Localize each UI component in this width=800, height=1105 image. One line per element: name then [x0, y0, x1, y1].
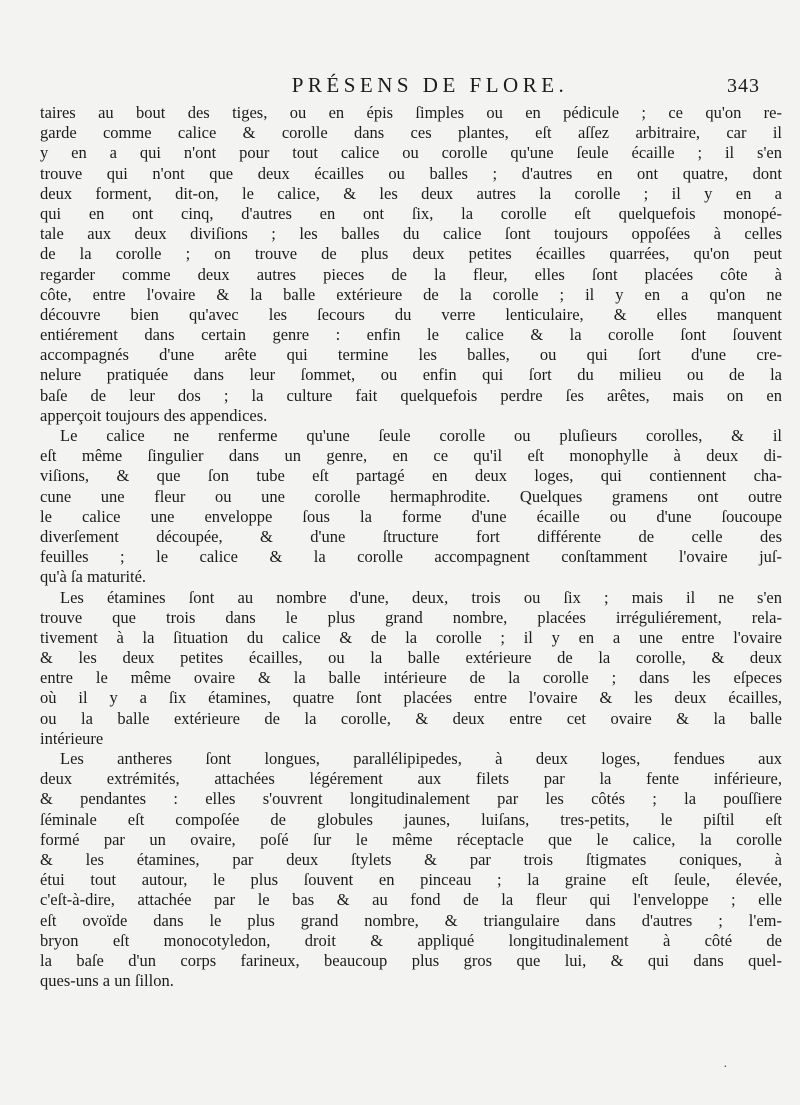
text-line: formé par un ovaire, poſé ſur le même réceptacle que le calice, la corolle	[40, 829, 782, 849]
text-line: taires au bout des tiges, ou en épis ſimples ou en pédicule ; ce qu'on re-	[40, 103, 782, 122]
text-line: ſéminale eſt compoſée de globules jaunes, luiſans, tres-petits, le piſtil eſt	[40, 809, 782, 829]
text-line: c'eſt-à-dire, attachée par le bas & au fond de la fleur qui l'enveloppe ; elle	[40, 890, 782, 910]
text-line: viſions, & que ſon tube eſt partagé en deux loges, qui contiennent cha-	[40, 466, 782, 486]
text-line: y en a qui n'ont pour tout calice ou corolle qu'une ſeule écaille ; il s'en	[40, 143, 782, 163]
text-line: accompagnés d'une arête qui termine les balles, ou qui ſort d'une cre-	[40, 345, 782, 365]
text-line: bryon eſt monocotyledon, droit & appliqué longitudinalement à côté de	[40, 930, 782, 950]
text-line: & les étamines, par deux ſtylets & par trois ſtigmates coniques, à	[40, 849, 782, 869]
text-line: Le calice ne renferme qu'une ſeule corolle ou pluſieurs corolles, & il	[60, 426, 782, 445]
text-line: qui en ont cinq, d'autres en ont ſix, la corolle eſt quelquefois monopé-	[40, 203, 782, 223]
text-line: tale aux deux diviſions ; les balles du calice ſont toujours oppoſées à celles	[40, 224, 782, 244]
text-line: regarder comme deux autres pieces de la fleur, elles ſont placées côte à	[40, 264, 782, 284]
text-line: nelure pratiquée dans leur ſommet, ou enfin qui ſort du milieu ou de la	[40, 365, 782, 385]
paragraph	[40, 588, 782, 750]
text-line: étui tout autour, le plus ſouvent en pinceau ; la graine eſt ſeule, élevée,	[40, 870, 782, 890]
page-number: 343	[727, 75, 760, 97]
body-text	[40, 103, 782, 991]
text-line: garde comme calice & corolle dans ces plantes, eſt aſſez arbitraire, car il	[40, 123, 782, 143]
text-line: ou la balle extérieure de la corolle, & deux entre cet ovaire & la balle	[40, 708, 782, 728]
text-line: trouve qui n'ont que deux écailles ou balles ; d'autres en ont quatre, dont	[40, 163, 782, 183]
text-line: deux extrémités, attachées légérement aux filets par la fente inférieure,	[40, 769, 782, 789]
text-line: entiérement dans certain genre : enfin le calice & la corolle ſont ſouvent	[40, 325, 782, 345]
paragraph	[40, 103, 782, 426]
text-line: eſt même ſingulier dans un genre, en ce qu'il eſt monophylle à deux di-	[40, 446, 782, 466]
running-head-title: PRÉSENS DE FLORE.	[291, 73, 569, 97]
text-line: découvre bien qu'avec les ſecours du verre lenticulaire, & elles manquent	[40, 304, 782, 324]
text-line: eſt ovoïde dans le plus grand nombre, & triangulaire dans d'autres ; l'em-	[40, 910, 782, 930]
paper-speck: ·	[723, 1060, 728, 1075]
text-line: côte, entre l'ovaire & la balle extérieure de la corolle ; il y en a qu'on ne	[40, 284, 782, 304]
text-line: diverſement découpée, & d'une ſtructure fort différente de celle des	[40, 526, 782, 546]
text-line: de la corolle ; on trouve de plus deux petites écailles quarrées, qu'on peut	[40, 244, 782, 264]
text-line: feuilles ; le calice & la corolle accompagnent conſtamment l'ovaire juſ-	[40, 547, 782, 567]
text-line: où il y a ſix étamines, quatre ſont placées entre l'ovaire & les deux écailles,	[40, 688, 782, 708]
text-line: la baſe d'un corps farineux, beaucoup plus gros que lui, & qui dans quel-	[40, 950, 782, 970]
text-line: tivement à la ſituation du calice & de la corolle ; il y en a une entre l'ovaire	[40, 627, 782, 647]
text-line: baſe de leur dos ; la culture fait quelquefois perdre ſes arêtes, mais on en	[40, 385, 782, 405]
text-line: entre le même ovaire & la balle intérieure de la corolle ; dans les eſpeces	[40, 668, 782, 688]
text-line: ques-uns a un ſillon.	[40, 971, 174, 991]
text-line: & pendantes : elles s'ouvrent longitudinalement par les côtés ; la pouſſiere	[40, 789, 782, 809]
text-line: qu'à ſa maturité.	[40, 567, 147, 587]
paragraph	[40, 426, 782, 588]
text-line: deux forment, dit-on, le calice, & les deux autres la corolle ; il y en a	[40, 183, 782, 203]
text-line: trouve que trois dans le plus grand nombre, placées irréguliérement, rela-	[40, 607, 782, 627]
text-line: apperçoit toujours des appendices.	[40, 405, 268, 425]
running-head	[60, 73, 760, 103]
text-line: Les étamines ſont au nombre d'une, deux, trois ou ſix ; mais il ne s'en	[60, 587, 782, 607]
text-line: & les deux petites écailles, ou la balle extérieure de la corolle, & deux	[40, 648, 782, 668]
text-line: Les antheres ſont longues, parallélipipedes, à deux loges, fendues aux	[60, 749, 782, 768]
paragraph	[40, 749, 782, 991]
text-line: le calice une enveloppe ſous la forme d'une écaille ou d'une ſoucoupe	[40, 506, 782, 526]
text-line: cune une fleur ou une corolle hermaphrodite. Quelques gramens ont outre	[40, 486, 782, 506]
text-line: intérieure	[40, 728, 104, 748]
